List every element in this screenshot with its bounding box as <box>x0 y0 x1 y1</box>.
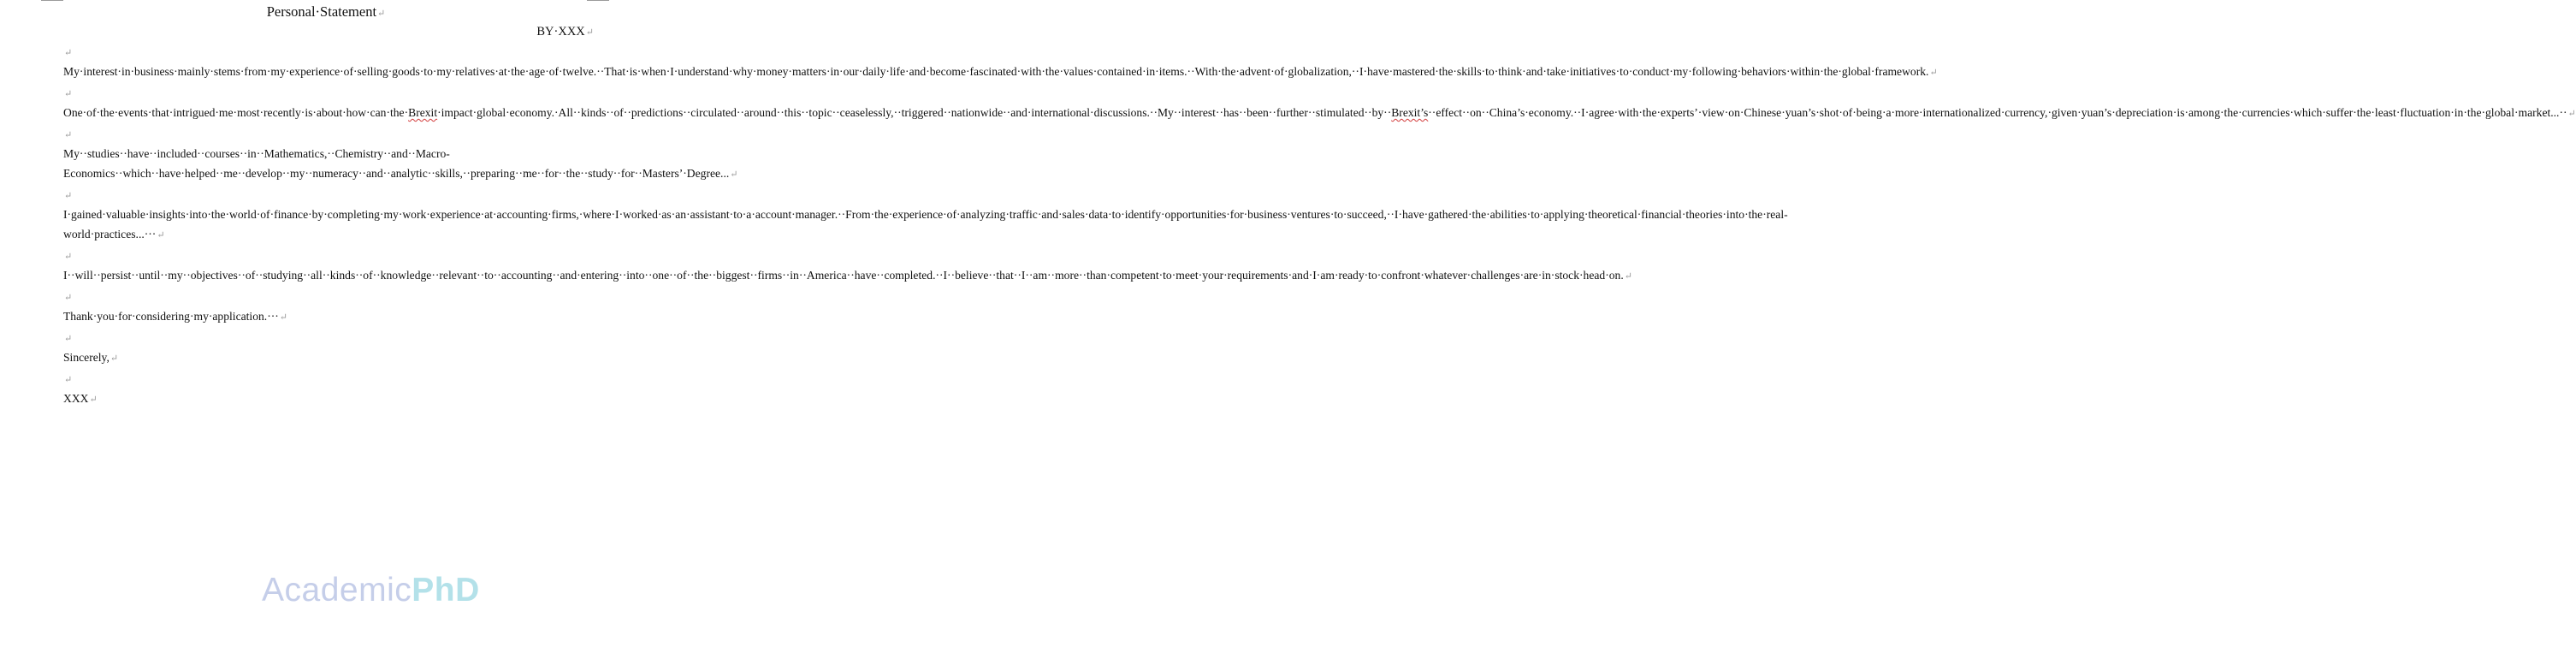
paragraph-mark: ↵ <box>110 353 119 364</box>
empty-paragraph <box>63 369 590 389</box>
empty-paragraph <box>63 328 590 347</box>
paragraph-thanks <box>63 306 590 328</box>
paragraph-text-segment: One·of·the·events·that·intrigued·me·most·recently·is·about·how·can·the· <box>63 106 409 119</box>
paragraph-mark: ↵ <box>64 252 73 262</box>
misspelled-word[interactable]: Brexit <box>408 106 438 119</box>
document-body <box>63 42 2576 410</box>
watermark-text-academic: Academic <box>262 572 412 609</box>
empty-paragraph <box>63 185 590 205</box>
empty-paragraph <box>63 42 590 62</box>
title-text: Personal·Statement <box>266 3 377 20</box>
paragraph-work-experience <box>63 205 1788 246</box>
empty-paragraph <box>63 124 590 144</box>
paragraph-text-segment: ·impact·global·economy.·All··kinds··of··predictions··circulated··around··this··topic··ceaselessly,··triggered··nationwide··and·international·discussions.··My··interest··has··been··further··stimulated··by·· <box>437 106 1392 119</box>
paragraph-mark: ↵ <box>64 334 73 344</box>
paragraph-mark: ↵ <box>64 130 73 140</box>
paragraph-mark: ↵ <box>157 230 165 240</box>
paragraph-mark: ↵ <box>2567 109 2576 119</box>
paragraph-mark: ↵ <box>1929 68 1938 78</box>
paragraph-mark: ↵ <box>64 89 73 99</box>
paragraph-mark: ↵ <box>89 395 98 405</box>
paragraph-mark: ↵ <box>64 191 73 201</box>
paragraph-text: I·gained·valuable·insights·into·the·world·of·finance·by·completing·my·work·experience·at·accounting·firms,·where·I·worked·as·an·assistant·to·a·account·manager.··From·the·experience·of·analyzing·traffic·and·sales·data·to·identify·opportunities·for·business·ventures·to·succeed,··I·have·gathered·the·abilities·to·applying·theoretical·financial·theories·into·the·real-world·practices...··· <box>63 208 1788 240</box>
watermark-text-phd: PhD <box>412 572 480 609</box>
empty-paragraph <box>63 287 590 306</box>
paragraph-text: XXX <box>63 392 89 405</box>
document-title <box>0 3 652 23</box>
paragraph-text: Sincerely, <box>63 351 110 364</box>
empty-paragraph <box>63 246 590 265</box>
paragraph-brexit <box>63 103 2576 124</box>
paragraph-signature <box>63 389 590 410</box>
paragraph-mark: ↵ <box>279 312 287 323</box>
empty-paragraph <box>63 83 590 103</box>
paragraph-text-segment: ··effect··on··China’s·economy.··I·agree·with·the·experts’·view·on·Chinese·yuan’s·shot·of·being·a·more·internationalized·currency,·given·yuan’s·depreciation·is·among·the·currencies·which·suffer·the·least·fluctuation·in·the·global·market...·· <box>1428 106 2567 119</box>
paragraph-mark: ↵ <box>730 169 738 180</box>
paragraph-mark: ↵ <box>64 375 73 385</box>
margin-corner-mark-left <box>41 0 63 1</box>
document-byline <box>536 23 594 41</box>
paragraph-mark: ↵ <box>377 9 386 19</box>
paragraph-text: I··will··persist··until··my··objectives··of··studying··all··kinds··of··knowledge··relevant··to··accounting··and·entering··into··one··of··the··biggest··firms··in··America··have··completed.··I··believe··that··I··am··more··than·competent·to·meet·your·requirements·and·I·am·ready·to·confront·whatever·challenges·are·in·stock·head·on. <box>63 269 1624 282</box>
paragraph-closing <box>63 347 590 369</box>
paragraph-mark: ↵ <box>64 48 73 58</box>
paragraph-interest-in-business <box>63 62 1938 83</box>
paragraph-text: My··studies··have··included··courses··in··Mathematics,··Chemistry··and··Macro-Economics··which··have·helped··me··develop··my··numeracy··and··analytic··skills,··preparing··me··for··the··study··for··Masters’·Degree... <box>63 147 730 180</box>
paragraph-text: Thank·you·for·considering·my·application.··· <box>63 310 279 323</box>
margin-corner-mark-right <box>587 0 609 1</box>
paragraph-mark: ↵ <box>585 27 594 38</box>
paragraph-studies <box>63 144 738 185</box>
misspelled-word[interactable]: Brexit’s <box>1391 106 1429 119</box>
paragraph-objectives <box>63 265 1632 287</box>
paragraph-mark: ↵ <box>64 293 73 303</box>
watermark-logo <box>262 571 480 610</box>
paragraph-text: My·interest·in·business·mainly·stems·from·my·experience·of·selling·goods·to·my·relatives·at·the·age·of·twelve.··That·is·when·I·understand·why·money·matters·in·our·daily·life·and·become·fascinated·with·the·values·contained·in·items.··With·the·advent·of·globalization,··I·have·mastered·the·skills·to·think·and·take·initiatives·to·conduct·my·following·behaviors·within·the·global·framework. <box>63 65 1929 78</box>
paragraph-mark: ↵ <box>1624 271 1632 282</box>
byline-text: BY·XXX <box>536 25 585 39</box>
